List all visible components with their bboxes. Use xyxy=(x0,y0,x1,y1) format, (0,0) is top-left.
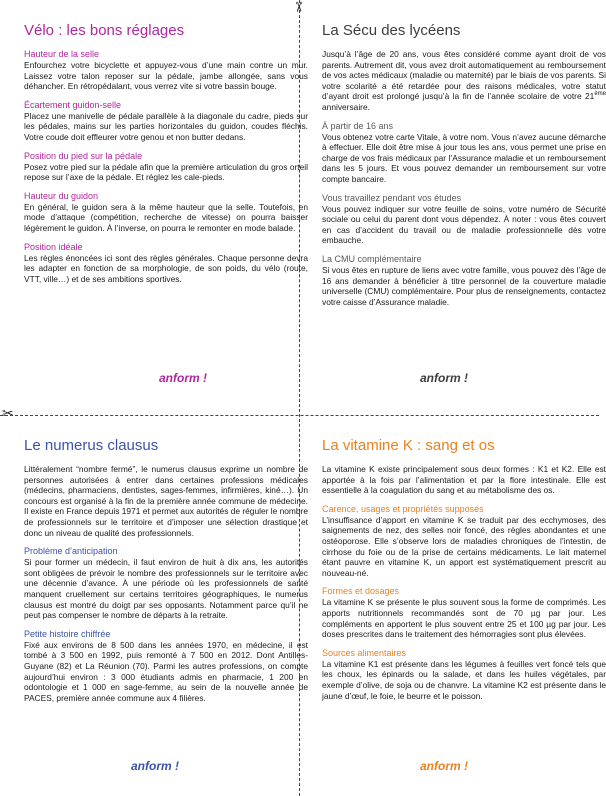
scissors-icon: ✂ xyxy=(2,406,14,422)
section-text: Placez une manivelle de pédale parallèle à la diagonale du cadre, pieds sur les pédales, mains sur les parties horizontales du guidon, coudes fléchis. Votre coude doit effleurer votre genou et non butter dedans. xyxy=(24,110,308,142)
section-heading: Position du pied sur la pédale xyxy=(24,150,143,161)
scissors-icon: ✂ xyxy=(289,1,306,13)
section-text: Si pour former un médecin, il faut environ de huit à dix ans, les autorités sont obligées de prévoir le nombre des professionnels sur le territoire avec une décennie d’avance. À une période où les professionnels de santé manquent cruellement sur certains territoires géographiques, le numerus clausus est montré du doigt par ses opposants. Notamment parce qu’il ne peut pas compenser le nombre de départs à la retraite. xyxy=(24,557,308,621)
card-secu xyxy=(322,22,606,392)
section-heading: Vous travaillez pendant vos études xyxy=(322,192,462,203)
intro-text: Jusqu’à l’âge de 20 ans, vous êtes considéré comme ayant droit de vos parents. Autrement dit, vous avez droit automatiquement au remboursement de vos actes médicaux (maladie ou maternité) par le biais de vos parents. Si votre scolarité a été retardée pour des raisons médicales, votre statut d’ayant droit est prolongé jusqu’à la fin de l’année scolaire de votre 21ème anniversaire. xyxy=(322,49,606,112)
section-heading: Carence, usages et propriétés supposés xyxy=(322,503,484,514)
brand-logo: anform ! xyxy=(420,759,468,773)
section-heading: Formes et dosages xyxy=(322,586,400,597)
brand-logo: anform ! xyxy=(420,371,468,385)
section-heading: Écartement guidon-selle xyxy=(24,99,122,110)
section-text: L’insuffisance d’apport en vitamine K se traduit par des ecchymoses, des saignements de nez, des selles noir foncé, des règles abondantes et une ostéoporose. Elle s’observe lors de maladies chroniques de l’intestin, de cirrhose du foie ou de la prise de certains médicaments. Le lait maternel étant pauvre en vitamine K, un apport est systématiquement prescrit au nouveau-né. xyxy=(322,514,606,578)
intro-text: Littéralement “nombre fermé”, le numerus clausus exprime un nombre de personnes autorisées à entrer dans certaines professions médicales (médecins, pharmaciens, dentistes, sages-femmes, infirmières, kiné…). Un concours est organisé à la fin de la première année commune de médecine. Il existe en France depuis 1971 et permet aux autorités de réguler le nombre de professionnels sur le territoire et d’imposer une sélection drastique et donc un niveau de qualité des professionnels. xyxy=(24,464,308,538)
section-heading: Position idéale xyxy=(24,241,83,252)
section-heading: Hauteur de la selle xyxy=(24,49,100,59)
brand-logo: anform ! xyxy=(131,759,179,773)
card-velo xyxy=(24,22,308,392)
section-heading: Sources alimentaires xyxy=(322,647,407,658)
section-text: Fixé aux environs de 8 500 dans les années 1970, en médecine, il est tombé à 3 500 en 1992, puis remonté à 7 500 en 2012. Dont Antilles-Guyane (82) et La Réunion (70). Parmi les autres professions, on compte aujourd’hui environ : 3 000 étudiants admis en pharmacie, 1 200 en odontologie et 1 000 en sage-femme, au sein de la nouvelle année de PACES, première année commune aux 4 filières. xyxy=(24,639,308,703)
section-heading: Petite histoire chiffrée xyxy=(24,628,111,639)
card-vitamine-k xyxy=(322,437,606,782)
section-heading: La CMU complémentaire xyxy=(322,253,422,264)
section-text: Si vous êtes en rupture de liens avec votre famille, vous pouvez dès l’âge de 16 ans demander à bénéficier à titre personnel de la couverture maladie universelle (CMU) complémentaire. Pour plus de renseignements, contactez votre caisse d’Assurance maladie. xyxy=(322,264,606,307)
card-title: La vitamine K : sang et os xyxy=(322,437,495,454)
section-text: La vitamine K se présente le plus souvent sous la forme de comprimés. Les apports nutritionnels recommandés sont de 70 µg par jour. Les compléments en apportent le plus souvent entre 25 et 100 µg par jour. Les doses prescrites dans le traitement des hémorragies sont plus élevées. xyxy=(322,597,606,640)
horizontal-cut-line xyxy=(0,415,599,416)
section-text: En général, le guidon sera à la même hauteur que la selle. Toutefois, en mode d’attaque (compétition, recherche de vitesse) on pourra baisser légèrement le guidon. À l’inverse, on pourra le remonter en mode balade. xyxy=(24,201,308,233)
section-text: Posez votre pied sur la pédale afin que la première articulation du gros orteil repose sur l’axe de la pédale. Et réglez les cale-pieds. xyxy=(24,161,308,183)
section-heading: À partir de 16 ans xyxy=(322,120,394,131)
card-title: La Sécu des lycéens xyxy=(322,22,461,39)
brand-logo: anform ! xyxy=(159,371,207,385)
card-numerus-clausus xyxy=(24,437,308,782)
section-heading: Problème d’anticipation xyxy=(24,546,118,557)
section-heading: Hauteur du guidon xyxy=(24,190,99,201)
section-text: Vous pouvez indiquer sur votre feuille de soins, votre numéro de Sécurité sociale ou celui du parent dont vous dépendez. À noter : vous êtes couvert en cas d’accident du travail ou de maladie professionnelle dès votre embauche. xyxy=(322,203,606,246)
intro-text: La vitamine K existe principalement sous deux formes : K1 et K2. Elle est apportée à la fois par l’alimentation et par la flore intestinale. Elle est essentielle à la coagulation du sang et au métabolisme des os. xyxy=(322,464,606,496)
section-text: Enfourchez votre bicyclette et appuyez-vous d’une main contre un mur. Laissez votre talon reposer sur la pédale, jambe allongée, sans vous déhancher. En rétropédalant, vous verrez vite si votre bassin bouge. xyxy=(24,60,308,92)
section-text: La vitamine K1 est présente dans les légumes à feuilles vert foncé tels que les choux, les épinards ou la salade, et dans les huiles végétales, par exemple d’olive, de soja ou de chanvre. La vitamine K2 est présente dans le jaune d’œuf, le foie, le beurre et le poisson. xyxy=(322,658,606,701)
section-text: Les règles énoncées ici sont des règles générales. Chaque personne devra les adapter en fonction de sa morphologie, de son poids, du vélo (route, VTT, ville…) et de ses ambitions sportives. xyxy=(24,252,308,284)
card-title: Vélo : les bons réglages xyxy=(24,22,185,39)
section-text: Vous obtenez votre carte Vitale, à votre nom. Vous n’avez aucune démarche à effectuer. Elle doit être mise à jour tous les ans, vous permet une prise en charge de vos frais médicaux par l’Assurance maladie et un remboursement dans les 5 jours. Et vous pouvez demander un remboursement sur votre compte bancaire. xyxy=(322,131,606,184)
card-title: Le numerus clausus xyxy=(24,437,159,454)
